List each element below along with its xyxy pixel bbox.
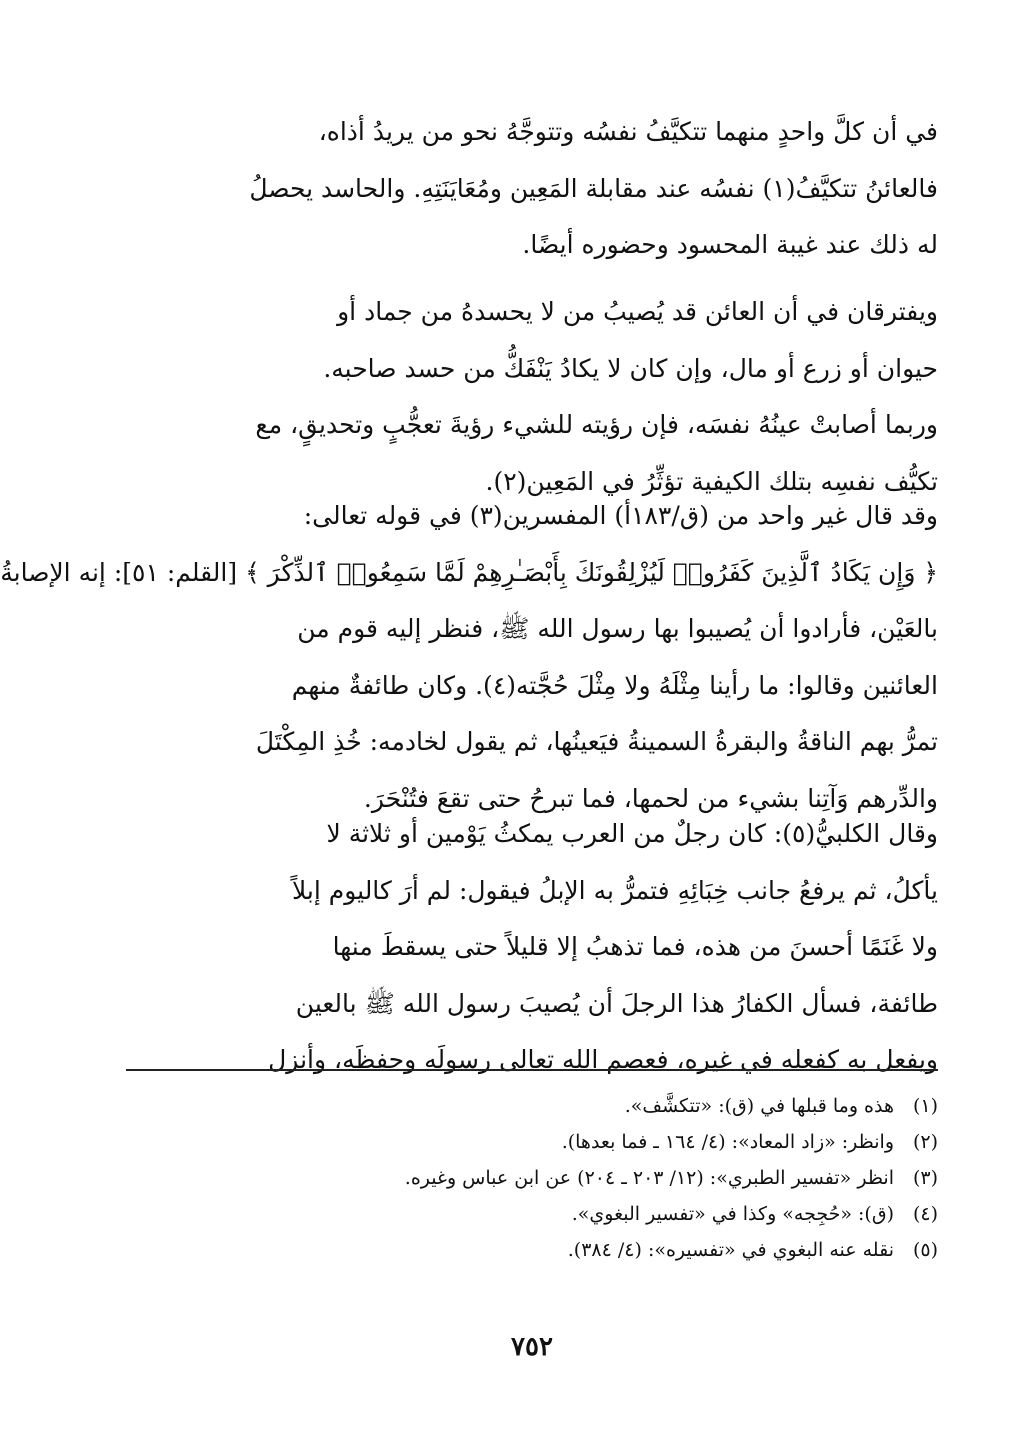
paragraph-2	[126, 284, 938, 510]
text-line: تكيُّف نفسِه بتلك الكيفية تؤثِّرُ في المَعِين(٢).	[485, 466, 938, 496]
paragraph-3	[0, 488, 938, 827]
footnote	[126, 1160, 938, 1196]
footnote-divider	[126, 1069, 938, 1071]
text-line: حيوان أو زرع أو مال، وإن كان لا يكادُ يَنْفَكُّ من حسد صاحبه.	[323, 353, 938, 383]
text-line: تمرُّ بهم الناقةُ والبقرةُ السمينةُ فيَعينُها، ثم يقول لخادمه: خُذِ المِكْتَلَ	[255, 727, 938, 756]
footnote-number: (٣)	[912, 1167, 938, 1189]
text-line: ويفعل به كفعله في غيره، فعصم الله تعالى رسولَه وحفظَه، وأنزل	[268, 1045, 938, 1074]
footnote-number: (١)	[912, 1095, 938, 1117]
footnote	[126, 1124, 938, 1160]
text-line: ويفترقان في أن العائن قد يُصيبُ من لا يحسدهُ من جماد أو	[337, 297, 938, 326]
paragraph-1	[126, 104, 938, 274]
text-line: بالعَيْن، فأرادوا أن يُصيبوا بها رسول الله ﷺ، فنظر إليه قوم من	[297, 614, 938, 643]
paragraph-4	[126, 806, 938, 1089]
text-line: فالعائنُ تتكيَّفُ(١) نفسُه عند مقابلة المَعِين ومُعَايَنَتِهِ. والحاسد يحصلُ	[249, 173, 938, 203]
footnote	[126, 1088, 938, 1124]
quran-verse-line: ﴿ وَإِن يَكَادُ ٱلَّذِينَ كَفَرُوا۟ لَيُزْلِقُونَكَ بِأَبْصَـٰرِهِمْ لَمَّا سَمِعُوا۟ ٱلذِّكْرَ ﴾ [القلم: ٥١]: إنه الإصابةُ	[0, 557, 938, 587]
text-line: والدِّرهم وَآتِنا بشيء من لحمها، فما تبرحُ حتى تقعَ فتُنْحَرَ.	[363, 783, 938, 813]
footnote-number: (٥)	[912, 1239, 938, 1261]
footnote	[126, 1232, 938, 1268]
footnote-text: هذه وما قبلها في (ق): «تتكشَّف».	[624, 1095, 894, 1117]
text-line: يأكلُ، ثم يرفعُ جانب خِبَائِهِ فتمرُّ به الإبلُ فيقول: لم أرَ كاليوم إبلاً	[291, 875, 938, 905]
footnote-text: انظر «تفسير الطبري»: (١٢/ ٢٠٣ ـ ٢٠٤) عن ابن عباس وغيره.	[404, 1167, 894, 1189]
text-line: له ذلك عند غيبة المحسود وحضوره أيضًا.	[522, 230, 938, 259]
footnotes	[126, 1088, 938, 1268]
page-number: ٧٥٢	[511, 1332, 553, 1362]
footnote-text: نقله عنه البغوي في «تفسيره»: (٤/ ٣٨٤).	[567, 1239, 894, 1261]
text-line: في أن كلَّ واحدٍ منهما تتكيَّفُ نفسُه وتتوجَّهُ نحو من يريدُ أذاه،	[318, 117, 938, 146]
footnote-number: (٤)	[912, 1203, 938, 1225]
footnote-text: (ق): «حُجِجه» وكذا في «تفسير البغوي».	[571, 1203, 894, 1225]
text-line: وقد قال غير واحد من (ق/١٨٣أ) المفسرين(٣) في قوله تعالى:	[303, 501, 938, 530]
text-line: ولا غَنَمًا أحسنَ من هذه، فما تذهبُ إلا قليلاً حتى يسقطَ منها	[332, 932, 938, 961]
footnote-number: (٢)	[912, 1131, 938, 1153]
text-line: العائنين وقالوا: ما رأينا مِثْلَهُ ولا مِثْلَ حُجَّته(٤). وكان طائفةٌ منهم	[291, 670, 938, 700]
footnote-text: وانظر: «زاد المعاد»: (٤/ ١٦٤ ـ فما بعدها).	[561, 1131, 894, 1153]
text-line: وربما أصابتْ عينُهُ نفسَه، فإن رؤيته للشيء رؤيةَ تعجُّبٍ وتحديقٍ، مع	[255, 410, 938, 439]
footnote	[126, 1196, 938, 1232]
text-line: وقال الكلبيُّ(٥): كان رجلٌ من العرب يمكثُ يَوْمين أو ثلاثة لا	[326, 819, 938, 848]
text-line: طائفة، فسأل الكفارُ هذا الرجلَ أن يُصيبَ رسول الله ﷺ بالعين	[295, 988, 938, 1018]
